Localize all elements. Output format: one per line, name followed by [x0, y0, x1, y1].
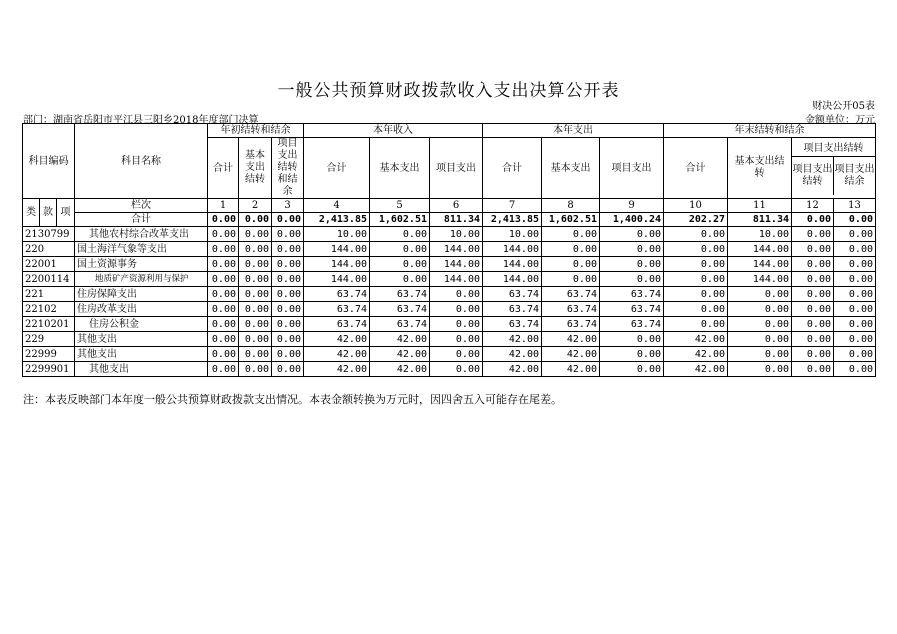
- row-code: 22999: [23, 347, 75, 362]
- col-num: 3: [272, 199, 304, 213]
- header-end-basic: 基本支出结转: [728, 138, 792, 199]
- header-income-total: 合计: [304, 138, 370, 199]
- row-value: 0.00: [208, 242, 239, 257]
- row-value: 0.00: [239, 242, 272, 257]
- row-value: 42.00: [664, 347, 728, 362]
- row-value: 0.00: [208, 272, 239, 287]
- row-value: 0.00: [272, 227, 304, 242]
- row-value: 0.00: [272, 362, 304, 377]
- row-name: 地质矿产资源利用与保护: [75, 272, 208, 287]
- row-value: 0.00: [239, 272, 272, 287]
- header-expense-project: 项目支出: [600, 138, 664, 199]
- row-value: 0.00: [239, 362, 272, 377]
- row-value: 0.00: [542, 272, 600, 287]
- row-value: 0.00: [728, 317, 792, 332]
- table-row: [23, 257, 876, 272]
- row-code: 22102: [23, 302, 75, 317]
- row-value: 0.00: [600, 362, 664, 377]
- row-value: 144.00: [483, 257, 542, 272]
- row-value: 63.74: [600, 302, 664, 317]
- row-value: 0.00: [664, 272, 728, 287]
- row-value: 144.00: [430, 257, 483, 272]
- col-num: 12: [792, 199, 834, 213]
- row-value: 63.74: [542, 317, 600, 332]
- row-name: 国土海洋气象等支出: [75, 242, 208, 257]
- row-value: 0.00: [272, 332, 304, 347]
- row-value: 0.00: [370, 257, 430, 272]
- row-value: 0.00: [430, 302, 483, 317]
- row-value: 0.00: [239, 227, 272, 242]
- row-value: 63.74: [370, 287, 430, 302]
- total-cell: 811.34: [430, 213, 483, 227]
- row-value: 63.74: [304, 302, 370, 317]
- row-value: 0.00: [600, 347, 664, 362]
- row-value: 0.00: [792, 332, 834, 347]
- total-cell: 0.00: [239, 213, 272, 227]
- row-value: 0.00: [370, 227, 430, 242]
- row-value: 63.74: [370, 317, 430, 332]
- row-value: 42.00: [370, 347, 430, 362]
- col-num: 4: [304, 199, 370, 213]
- row-value: 63.74: [483, 302, 542, 317]
- row-value: 63.74: [483, 287, 542, 302]
- total-cell: 202.27: [664, 213, 728, 227]
- header-xiang: 项: [57, 199, 75, 227]
- row-value: 0.00: [834, 272, 876, 287]
- header-project-carry: 项目支出结转: [792, 157, 834, 195]
- row-value: 0.00: [208, 227, 239, 242]
- row-value: 0.00: [208, 317, 239, 332]
- header-end-total: 合计: [664, 138, 728, 199]
- row-name: 住房保障支出: [75, 287, 208, 302]
- row-name: 其他支出: [75, 347, 208, 362]
- footnote: 注：本表反映部门本年度一般公共预算财政拨款支出情况。本表金额转换为万元时，因四舍五入可能存在尾差。: [23, 393, 562, 406]
- col-num: 11: [728, 199, 792, 213]
- row-value: 0.00: [208, 302, 239, 317]
- row-value: 0.00: [272, 242, 304, 257]
- row-value: 0.00: [600, 227, 664, 242]
- header-group-begin: 年初结转和结余: [208, 124, 304, 138]
- header-heji: 合计: [75, 213, 208, 227]
- row-value: 0.00: [792, 272, 834, 287]
- col-num: 6: [430, 199, 483, 213]
- header-kuan: 款: [40, 199, 57, 227]
- row-value: 0.00: [664, 242, 728, 257]
- total-cell: 0.00: [208, 213, 239, 227]
- amount-unit-label: 金额单位：万元: [805, 115, 875, 126]
- row-value: 0.00: [664, 287, 728, 302]
- row-name: 其他支出: [75, 362, 208, 377]
- row-value: 0.00: [728, 332, 792, 347]
- row-value: 0.00: [834, 302, 876, 317]
- row-value: 63.74: [600, 317, 664, 332]
- table-row: [23, 302, 876, 317]
- table-row: [23, 287, 876, 302]
- header-group-end: 年末结转和结余: [664, 124, 876, 138]
- col-num: 1: [208, 199, 239, 213]
- col-num: 8: [542, 199, 600, 213]
- row-value: 0.00: [792, 242, 834, 257]
- row-value: 42.00: [542, 347, 600, 362]
- row-value: 144.00: [728, 257, 792, 272]
- header-begin-basic: 基本支出结转: [239, 138, 272, 199]
- row-value: 42.00: [664, 362, 728, 377]
- row-value: 42.00: [483, 332, 542, 347]
- total-cell: 2,413.85: [483, 213, 542, 227]
- table-row: [23, 227, 876, 242]
- row-value: 0.00: [834, 242, 876, 257]
- header-lanci: 栏次: [75, 199, 208, 213]
- header-lei: 类: [23, 199, 40, 227]
- header-group-project: 项目支出结转: [792, 142, 875, 157]
- row-value: 0.00: [239, 302, 272, 317]
- row-value: 0.00: [239, 257, 272, 272]
- row-value: 0.00: [600, 242, 664, 257]
- row-value: 0.00: [272, 287, 304, 302]
- table-row: [23, 272, 876, 287]
- row-value: 0.00: [239, 317, 272, 332]
- row-value: 63.74: [304, 317, 370, 332]
- row-value: 144.00: [304, 257, 370, 272]
- row-value: 144.00: [430, 272, 483, 287]
- row-value: 144.00: [728, 272, 792, 287]
- header-income-project: 项目支出: [430, 138, 483, 199]
- col-num: 9: [600, 199, 664, 213]
- col-num: 10: [664, 199, 728, 213]
- row-value: 0.00: [272, 257, 304, 272]
- row-value: 0.00: [834, 362, 876, 377]
- row-name: 其他支出: [75, 332, 208, 347]
- header-code: 科目编码: [23, 124, 75, 199]
- row-value: 10.00: [728, 227, 792, 242]
- row-value: 42.00: [542, 332, 600, 347]
- col-num: 5: [370, 199, 430, 213]
- row-value: 63.74: [600, 287, 664, 302]
- row-value: 0.00: [664, 302, 728, 317]
- row-value: 63.74: [542, 287, 600, 302]
- row-code: 2130799: [23, 227, 75, 242]
- row-value: 0.00: [542, 242, 600, 257]
- row-value: 0.00: [272, 302, 304, 317]
- row-value: 0.00: [792, 317, 834, 332]
- row-value: 0.00: [272, 272, 304, 287]
- header-income-basic: 基本支出: [370, 138, 430, 199]
- row-value: 10.00: [304, 227, 370, 242]
- row-value: 0.00: [792, 227, 834, 242]
- header-name: 科目名称: [75, 124, 208, 199]
- total-cell: 1,400.24: [600, 213, 664, 227]
- row-value: 42.00: [483, 362, 542, 377]
- row-name: 住房改革支出: [75, 302, 208, 317]
- budget-table: [22, 123, 876, 377]
- row-name: 其他农村综合改革支出: [75, 227, 208, 242]
- row-value: 42.00: [542, 362, 600, 377]
- row-value: 0.00: [370, 272, 430, 287]
- row-value: 42.00: [370, 332, 430, 347]
- row-code: 220: [23, 242, 75, 257]
- total-cell: 1,602.51: [370, 213, 430, 227]
- table-row: [23, 332, 876, 347]
- row-value: 0.00: [542, 257, 600, 272]
- row-value: 144.00: [430, 242, 483, 257]
- header-project-surplus: 项目支出结余: [834, 163, 875, 187]
- row-value: 42.00: [304, 332, 370, 347]
- row-value: 0.00: [430, 287, 483, 302]
- row-value: 42.00: [304, 347, 370, 362]
- row-value: 0.00: [664, 257, 728, 272]
- row-value: 0.00: [430, 362, 483, 377]
- col-num: 2: [239, 199, 272, 213]
- row-value: 0.00: [792, 287, 834, 302]
- row-value: 63.74: [483, 317, 542, 332]
- row-value: 0.00: [542, 227, 600, 242]
- row-value: 0.00: [430, 347, 483, 362]
- row-value: 42.00: [304, 362, 370, 377]
- row-value: 0.00: [239, 287, 272, 302]
- header-begin-total: 合计: [208, 138, 239, 199]
- row-code: 22001: [23, 257, 75, 272]
- row-value: 0.00: [834, 332, 876, 347]
- row-value: 144.00: [483, 272, 542, 287]
- total-cell: 0.00: [834, 213, 876, 227]
- header-group-expense: 本年支出: [483, 124, 664, 138]
- row-value: 0.00: [272, 317, 304, 332]
- table-row: [23, 347, 876, 362]
- form-number: 财决公开05表: [812, 101, 875, 112]
- row-code: 221: [23, 287, 75, 302]
- row-value: 0.00: [208, 287, 239, 302]
- row-code: 2299901: [23, 362, 75, 377]
- header-group-income: 本年收入: [304, 124, 483, 138]
- row-value: 144.00: [728, 242, 792, 257]
- table-row: [23, 362, 876, 377]
- row-value: 0.00: [834, 347, 876, 362]
- row-value: 0.00: [208, 362, 239, 377]
- col-num: 7: [483, 199, 542, 213]
- header-expense-total: 合计: [483, 138, 542, 199]
- department-label: 部门：湖南省岳阳市平江县三阳乡2018年度部门决算: [23, 115, 259, 126]
- row-value: 0.00: [792, 302, 834, 317]
- col-num: 13: [834, 199, 876, 213]
- row-value: 0.00: [430, 317, 483, 332]
- row-value: 0.00: [728, 302, 792, 317]
- table-row: [23, 317, 876, 332]
- total-cell: 0.00: [272, 213, 304, 227]
- row-value: 10.00: [483, 227, 542, 242]
- row-value: 0.00: [728, 362, 792, 377]
- row-value: 0.00: [834, 227, 876, 242]
- row-value: 0.00: [792, 347, 834, 362]
- row-name: 国土资源事务: [75, 257, 208, 272]
- row-value: 144.00: [483, 242, 542, 257]
- header-expense-basic: 基本支出: [542, 138, 600, 199]
- row-code: 2200114: [23, 272, 75, 287]
- row-value: 0.00: [239, 332, 272, 347]
- row-value: 144.00: [304, 242, 370, 257]
- row-value: 10.00: [430, 227, 483, 242]
- row-value: 0.00: [272, 347, 304, 362]
- row-value: 0.00: [664, 317, 728, 332]
- row-value: 0.00: [208, 347, 239, 362]
- row-value: 144.00: [304, 272, 370, 287]
- row-value: 0.00: [430, 332, 483, 347]
- row-value: 63.74: [370, 302, 430, 317]
- row-value: 0.00: [600, 257, 664, 272]
- row-value: 0.00: [728, 287, 792, 302]
- row-value: 0.00: [664, 227, 728, 242]
- row-value: 42.00: [370, 362, 430, 377]
- header-begin-project: 项目支出结转和结余: [272, 138, 304, 199]
- total-cell: 1,602.51: [542, 213, 600, 227]
- row-value: 63.74: [542, 302, 600, 317]
- row-value: 0.00: [239, 347, 272, 362]
- total-cell: 2,413.85: [304, 213, 370, 227]
- row-value: 0.00: [600, 332, 664, 347]
- row-code: 229: [23, 332, 75, 347]
- row-value: 0.00: [728, 347, 792, 362]
- row-code: 2210201: [23, 317, 75, 332]
- table-row: [23, 242, 876, 257]
- header-end-project-group: [792, 138, 876, 199]
- row-value: 0.00: [834, 317, 876, 332]
- total-cell: 0.00: [792, 213, 834, 227]
- total-cell: 811.34: [728, 213, 792, 227]
- row-value: 0.00: [792, 362, 834, 377]
- row-value: 42.00: [483, 347, 542, 362]
- row-value: 0.00: [792, 257, 834, 272]
- row-value: 0.00: [600, 272, 664, 287]
- row-name: 住房公积金: [75, 317, 208, 332]
- row-value: 0.00: [208, 257, 239, 272]
- row-value: 63.74: [304, 287, 370, 302]
- row-value: 42.00: [664, 332, 728, 347]
- row-value: 0.00: [370, 242, 430, 257]
- row-value: 0.00: [834, 257, 876, 272]
- row-value: 0.00: [208, 332, 239, 347]
- report-title: 一般公共预算财政拨款收入支出决算公开表: [277, 81, 620, 101]
- row-value: 0.00: [834, 287, 876, 302]
